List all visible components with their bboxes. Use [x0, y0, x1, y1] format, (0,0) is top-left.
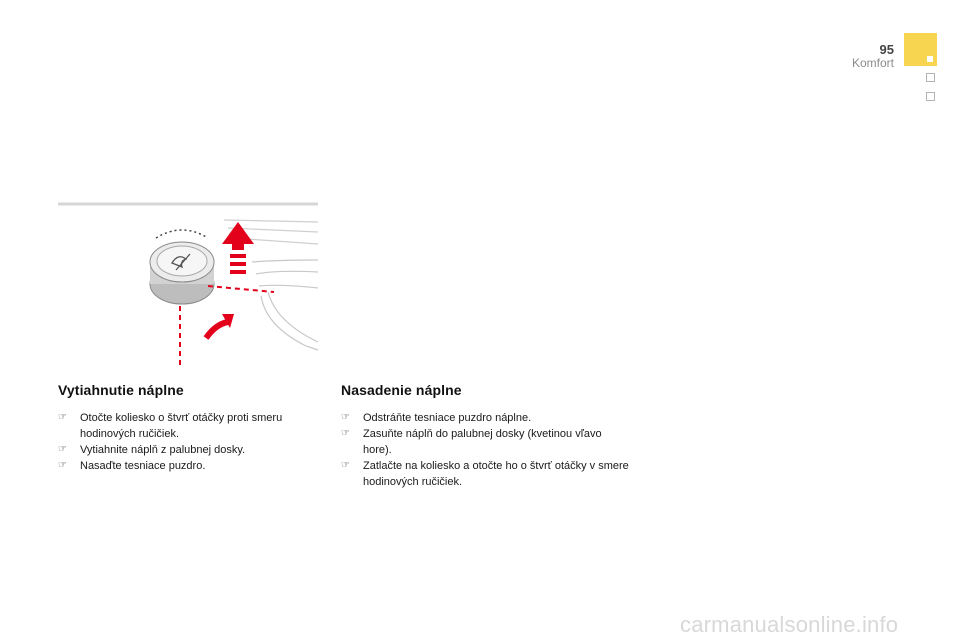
bullet-hand-icon: ☞: [58, 412, 67, 423]
tab-marker-icon: [927, 56, 933, 62]
fragrance-illustration: [56, 200, 320, 370]
step-text: Otočte koliesko o štvrť otáčky proti smeru hodinových ručičiek.: [80, 412, 283, 440]
chapter-tab[interactable]: [926, 92, 935, 101]
fragrance-knob-icon: [150, 242, 214, 304]
steps-remove: [58, 410, 328, 474]
steps-install: [341, 410, 631, 490]
curved-arrow-icon: [206, 314, 234, 338]
bullet-hand-icon: ☞: [341, 428, 350, 439]
list-item: [341, 426, 631, 458]
bullet-hand-icon: ☞: [58, 460, 67, 471]
step-text: Zasuňte náplň do palubnej dosky (kvetinou vľavo hore).: [363, 428, 602, 456]
list-item: [58, 410, 328, 442]
step-text: Vytiahnite náplň z palubnej dosky.: [80, 444, 246, 456]
step-text: Zatlačte na koliesko a otočte ho o štvrť otáčky v smere hodinových ručičiek.: [363, 460, 629, 488]
list-item: [58, 458, 328, 474]
list-item: [341, 410, 631, 426]
step-text: Odstráňte tesniace puzdro náplne.: [363, 412, 532, 424]
section-remove: [58, 382, 328, 474]
arrow-up-icon: [222, 222, 254, 274]
section-title-remove: Vytiahnutie náplne: [58, 382, 184, 398]
section-title-install: Nasadenie náplne: [341, 382, 462, 398]
watermark: carmanualsonline.info: [680, 612, 899, 637]
list-item: [58, 442, 328, 458]
bullet-hand-icon: ☞: [341, 412, 350, 423]
bullet-hand-icon: ☞: [341, 460, 350, 471]
page-number: 95: [879, 42, 894, 57]
fragrance-knob-illustration: [56, 200, 320, 370]
chapter-tab[interactable]: [926, 73, 935, 82]
step-text: Nasaďte tesniace puzdro.: [80, 460, 206, 472]
chapter-tab-active[interactable]: [904, 33, 937, 66]
list-item: [341, 458, 631, 490]
section-install: [341, 382, 631, 490]
bullet-hand-icon: ☞: [58, 444, 67, 455]
chapter-title: Komfort: [851, 56, 894, 70]
